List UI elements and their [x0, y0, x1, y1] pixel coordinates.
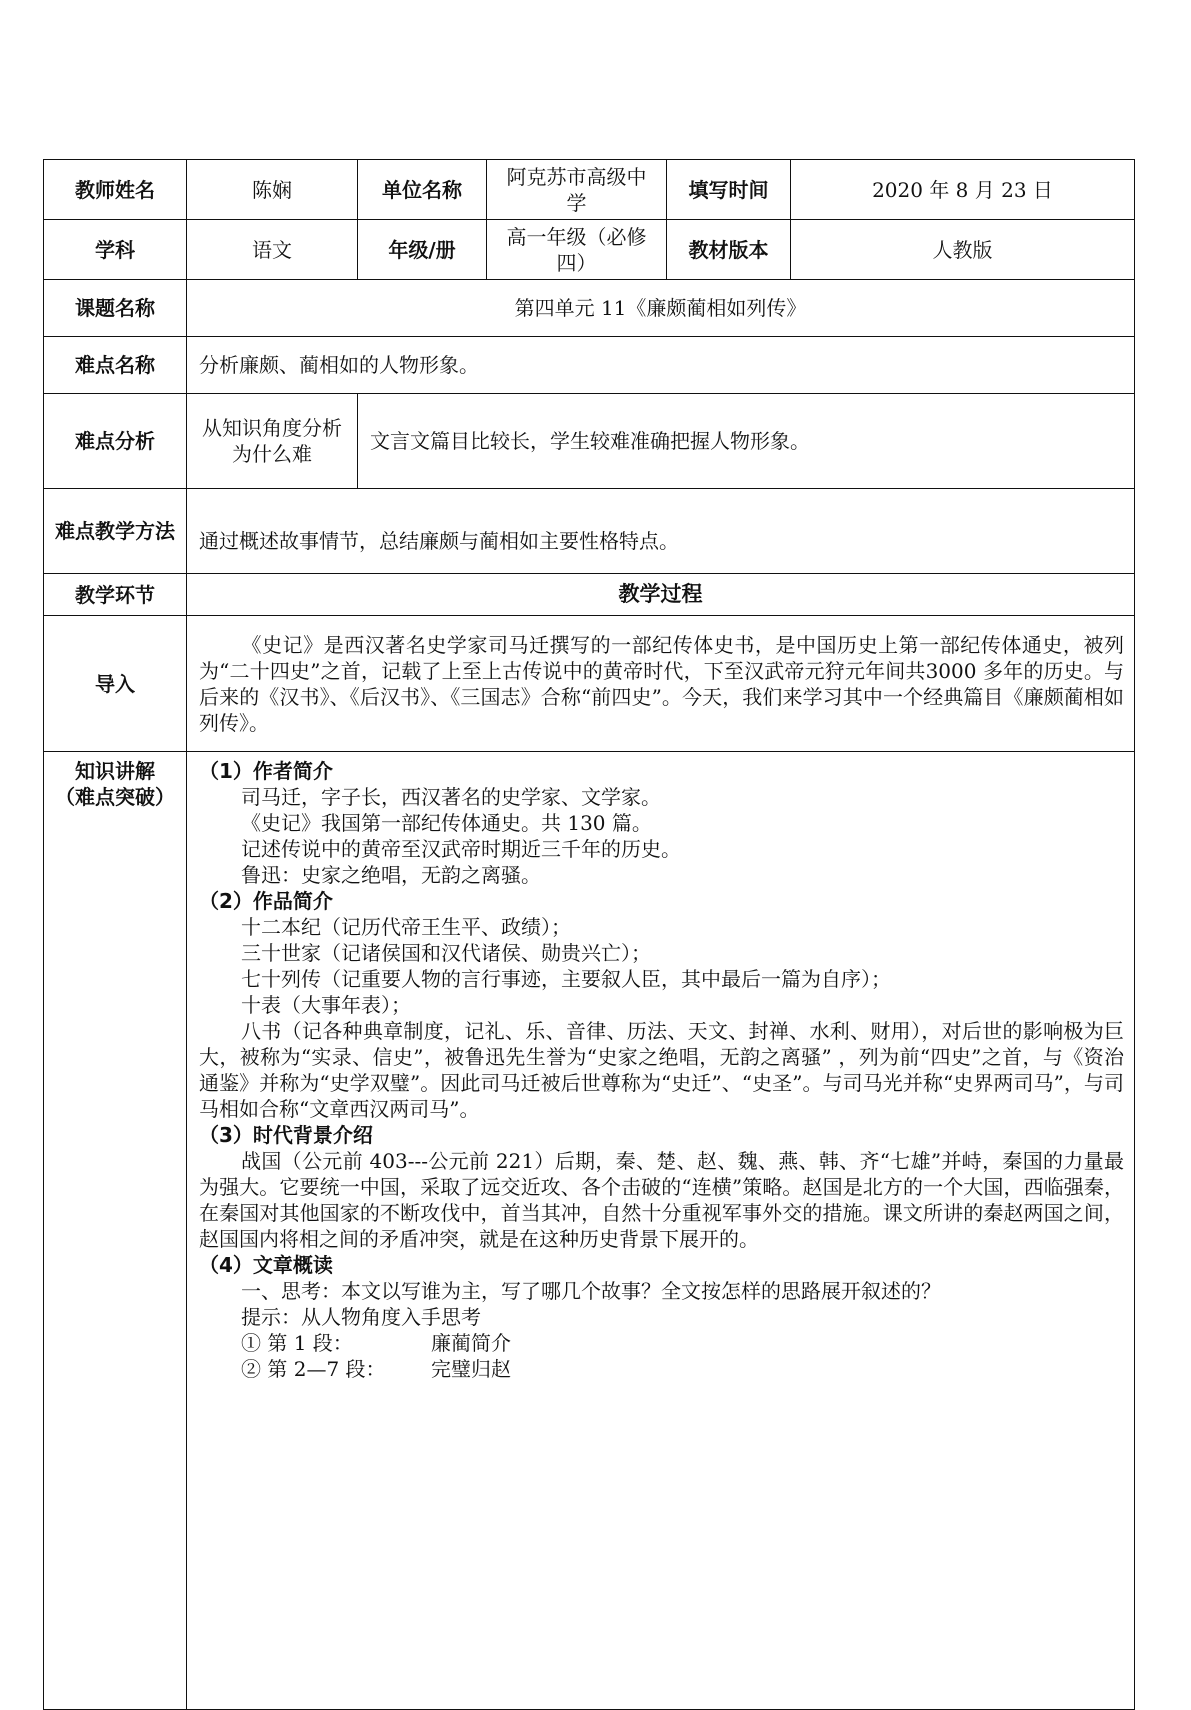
header-row-2	[44, 220, 1135, 280]
work-line-3: 七十列传（记重要人物的言行事迹，主要叙人臣，其中最后一篇为自序）；	[241, 967, 891, 991]
stage-row	[44, 574, 1135, 616]
date-label: 填写时间	[667, 160, 791, 220]
work-line-1: 十二本纪（记历代帝王生平、政绩）；	[241, 915, 571, 939]
grade-value-line1: 高一年级（必修	[506, 224, 647, 249]
grade-label: 年级/册	[358, 220, 487, 280]
teacher-label: 教师姓名	[44, 160, 187, 220]
date-value: 2020 年 8 月 23 日	[791, 160, 1135, 220]
knowledge-label	[44, 752, 187, 1710]
overview-hint: 提示：从人物角度入手思考	[241, 1305, 481, 1329]
analysis-sub-line1: 从知识角度分析	[202, 416, 342, 440]
difficulty-value: 分析廉颇、蔺相如的人物形象。	[187, 337, 1135, 394]
section-background-title: （3）时代背景介绍	[199, 1123, 373, 1147]
segment-2-desc: 完璧归赵	[431, 1357, 511, 1381]
grade-value-line2: 四）	[556, 250, 597, 275]
segment-1	[199, 1330, 1124, 1356]
author-line-1: 司马迁，字子长，西汉著名的史学家、文学家。	[241, 785, 661, 809]
unit-value	[487, 160, 667, 220]
intro-text: 《史记》是西汉著名史学家司马迁撰写的一部纪传体史书，是中国历史上第一部纪传体通史，被列为“二十四史”之首，记载了上至上古传说中的黄帝时代，下至汉武帝元狩元年间共3000 多年的历史。与后来的《汉书》、《后汉书》、《三国志》合称“前四史”。今天，我们来学习其中一个经典篇目《廉颇蔺相如列传》。	[199, 632, 1124, 735]
teacher-value: 陈娴	[187, 160, 358, 220]
segment-1-desc: 廉蔺简介	[431, 1331, 511, 1355]
analysis-sub	[187, 394, 358, 489]
section-author-title: （1）作者简介	[199, 759, 333, 783]
header-row-1	[44, 160, 1135, 220]
overview-question: 一、思考：本文以写谁为主，写了哪几个故事？全文按怎样的思路展开叙述的？	[241, 1279, 941, 1303]
work-line-4: 十表（大事年表）；	[241, 993, 411, 1017]
segment-2-range: ② 第 2—7 段：	[241, 1357, 386, 1381]
unit-value-line2: 学	[566, 190, 587, 215]
edition-label: 教材版本	[667, 220, 791, 280]
method-row	[44, 489, 1135, 574]
lesson-plan-table	[43, 159, 1135, 1710]
analysis-label: 难点分析	[44, 394, 187, 489]
method-label: 难点教学方法	[44, 489, 187, 574]
author-line-2: 《史记》我国第一部纪传体通史。共 130 篇。	[241, 811, 652, 835]
knowledge-label-line2: （难点突破）	[55, 785, 175, 809]
intro-label: 导入	[44, 616, 187, 752]
segment-2	[199, 1356, 1124, 1382]
analysis-row	[44, 394, 1135, 489]
method-value: 通过概述故事情节，总结廉颇与蔺相如主要性格特点。	[187, 489, 1135, 574]
analysis-value: 文言文篇目比较长，学生较难准确把握人物形象。	[358, 394, 1135, 489]
topic-row	[44, 280, 1135, 337]
section-overview-title: （4）文章概读	[199, 1253, 333, 1277]
subject-label: 学科	[44, 220, 187, 280]
author-line-3: 记述传说中的黄帝至汉武帝时期近三千年的历史。	[241, 837, 681, 861]
section-work-title: （2）作品简介	[199, 889, 333, 913]
grade-value	[487, 220, 667, 280]
intro-row	[44, 616, 1135, 752]
edition-value: 人教版	[791, 220, 1135, 280]
intro-cell	[187, 616, 1135, 752]
topic-label: 课题名称	[44, 280, 187, 337]
background-paragraph: 战国（公元前 403---公元前 221）后期，秦、楚、赵、魏、燕、韩、齐“七雄”并峙，秦国的力量最为强大。它要统一中国，采取了远交近攻、各个击破的“连横”策略。赵国是北方的一个大国，西临强秦，在秦国对其他国家的不断攻伐中，首当其冲，自然十分重视军事外交的措施。课文所讲的秦赵两国之间，赵国国内将相之间的矛盾冲突，就是在这种历史背景下展开的。	[199, 1149, 1124, 1251]
knowledge-label-line1: 知识讲解	[75, 759, 155, 783]
knowledge-content	[187, 752, 1135, 1710]
knowledge-row	[44, 752, 1135, 1710]
process-label: 教学过程	[187, 574, 1135, 616]
unit-value-line1: 阿克苏市高级中	[506, 164, 647, 189]
difficulty-label: 难点名称	[44, 337, 187, 394]
segment-1-range: ① 第 1 段：	[241, 1331, 353, 1355]
author-line-4: 鲁迅：史家之绝唱，无韵之离骚。	[241, 863, 541, 887]
work-paragraph-5: 八书（记各种典章制度，记礼、乐、音律、历法、天文、封禅、水利、财用），对后世的影响极为巨大，被称为“实录、信史”，被鲁迅先生誉为“史家之绝唱，无韵之离骚” ，列为前“四史”之首，与《资治通鉴》并称为“史学双璧”。因此司马迁被后世尊称为“史迁”、“史圣”。与司马光并称“史界两司马”，与司马相如合称“文章西汉两司马”。	[199, 1019, 1124, 1121]
topic-value: 第四单元 11《廉颇蔺相如列传》	[187, 280, 1135, 337]
analysis-sub-line2: 为什么难	[232, 442, 312, 466]
unit-label: 单位名称	[358, 160, 487, 220]
stage-label: 教学环节	[44, 574, 187, 616]
subject-value: 语文	[187, 220, 358, 280]
work-line-2: 三十世家（记诸侯国和汉代诸侯、勋贵兴亡）；	[241, 941, 651, 965]
difficulty-row	[44, 337, 1135, 394]
